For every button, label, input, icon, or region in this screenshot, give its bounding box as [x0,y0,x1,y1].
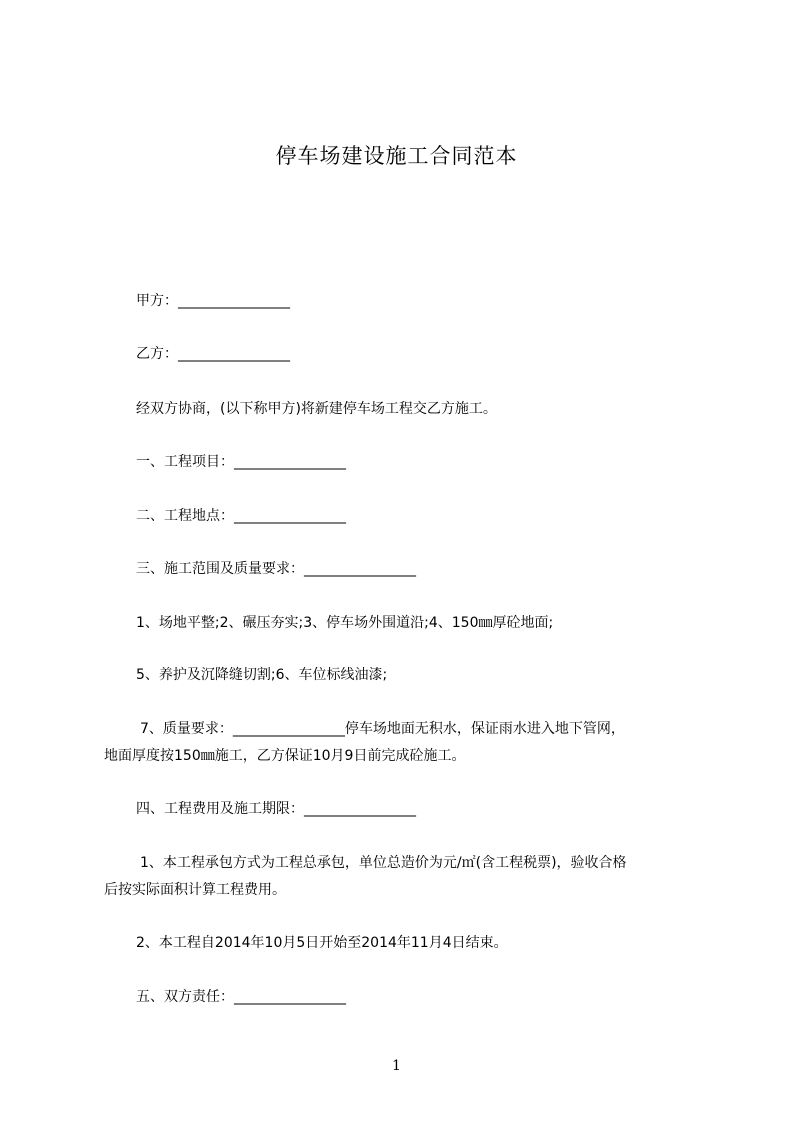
section-3-item-3-line-1: 7、质量要求：________________停车场地面无积水，保证雨水进入地下管网， [140,721,625,737]
section-5-heading: 五、双方责任：________________ [136,989,346,1005]
intro-paragraph: 经双方协商，(以下称甲方)将新建停车场工程交乙方施工。 [136,401,497,417]
section-4-item-2: 2、本工程自2014年10月5日开始至2014年11月4日结束。 [136,935,508,951]
party-b-line: 乙方：________________ [136,346,290,362]
section-4-item-1-line-1: 1、本工程承包方式为工程总承包，单位总造价为元/㎡(含工程税票)，验收合格 [140,855,627,871]
section-2-heading: 二、工程地点：________________ [136,508,346,524]
section-3-item-2: 5、养护及沉降缝切割;6、车位标线油漆; [136,667,388,683]
section-1-heading: 一、工程项目：________________ [136,454,346,470]
section-4-item-1-line-2: 后按实际面积计算工程费用。 [104,882,286,898]
party-a-line: 甲方：________________ [136,293,290,309]
page-number: 1 [392,1058,401,1074]
section-3-item-1: 1、场地平整;2、碾压夯实;3、停车场外围道沿;4、150㎜厚砼地面; [136,615,554,631]
section-3-item-3-line-2: 地面厚度按150㎜施工，乙方保证10月9日前完成砼施工。 [104,748,466,764]
section-3-heading: 三、施工范围及质量要求：________________ [136,561,416,577]
document-title: 停车场建设施工合同范本 [275,144,518,168]
section-4-heading: 四、工程费用及施工期限：________________ [136,801,416,817]
